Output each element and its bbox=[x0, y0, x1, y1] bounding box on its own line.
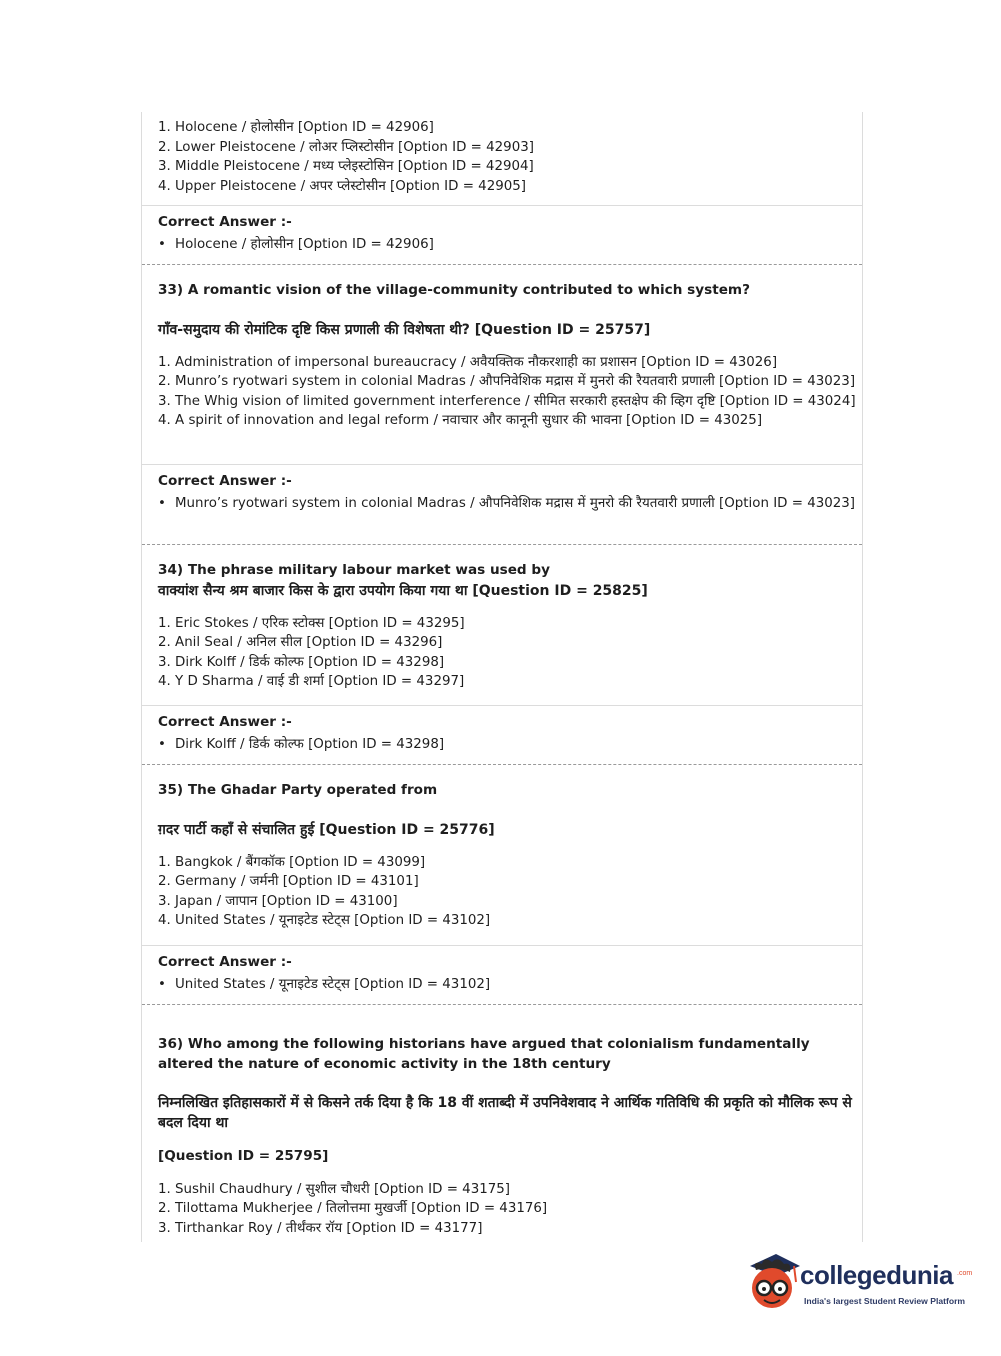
q34-option-2: 2. Anil Seal / अनिल सील [Option ID = 43296] bbox=[158, 635, 443, 650]
divider bbox=[142, 945, 862, 946]
q35-answer: United States / यूनाइटेड स्टेट्स [Option ID = 43102] bbox=[175, 977, 491, 992]
q34-option-1: 1. Eric Stokes / एरिक स्टोक्स [Option ID = 43295] bbox=[158, 615, 465, 631]
q34-option-4: 4. Y D Sharma / वाई डी शर्मा [Option ID = 43297] bbox=[158, 674, 465, 689]
q34-answer: Dirk Kolff / डिर्क कोल्फ [Option ID = 43298] bbox=[175, 737, 445, 752]
logo-wordmark: collegedunia bbox=[800, 1260, 953, 1290]
q32-option-4: 4. Upper Pleistocene / अपर प्लेस्टोसीन [Option ID = 42905] bbox=[158, 178, 526, 194]
q35-block bbox=[142, 781, 862, 931]
q36-option-3: 3. Tirthankar Roy / तीर्थंकर रॉय [Option ID = 43177] bbox=[158, 1220, 483, 1236]
q33-title-hi: गाँव-समुदाय की रोमांटिक दृष्टि किस प्रणाली की विशेषता थी? [Question ID = 25757] bbox=[158, 321, 651, 338]
collegedunia-logo bbox=[742, 1246, 972, 1316]
q36-title-hi: निम्नलिखित इतिहासकारों में से किसने तर्क दिया है कि 18 वीं शताब्दी में उपनिवेशवाद ने आर्थिक गतिविधि की प्रकृति को मौलिक रूप से बदल दिया था bbox=[158, 1095, 852, 1131]
q36-question-id: [Question ID = 25795] bbox=[158, 1148, 329, 1164]
bullet-icon: • bbox=[158, 496, 166, 511]
q34-title-en: 34) The phrase military labour market was used by bbox=[158, 562, 550, 578]
q34-title-hi: वाक्यांश सैन्य श्रम बाजार किस के द्वारा उपयोग किया गया था [Question ID = 25825] bbox=[158, 582, 648, 599]
mascot-icon bbox=[742, 1250, 802, 1314]
bullet-icon: • bbox=[158, 977, 166, 992]
q35-answer-block bbox=[142, 952, 862, 995]
q34-option-3: 3. Dirk Kolff / डिर्क कोल्फ [Option ID = 43298] bbox=[158, 654, 445, 670]
q33-answer: Munro’s ryotwari system in colonial Madras / औपनिवेशिक मद्रास में मुनरो की रैयतवारी प्रणाली [Option ID = 43023] bbox=[175, 496, 856, 511]
bullet-icon: • bbox=[158, 237, 166, 252]
q33-answer-block bbox=[142, 471, 862, 514]
q33-answer-label: Correct Answer :- bbox=[158, 473, 292, 489]
q34-answer-block bbox=[142, 712, 862, 755]
q35-option-3: 3. Japan / जापान [Option ID = 43100] bbox=[158, 893, 398, 909]
q35-option-2: 2. Germany / जर्मनी [Option ID = 43101] bbox=[158, 874, 419, 889]
q33-block bbox=[142, 281, 862, 431]
q35-option-1: 1. Bangkok / बैंगकॉक [Option ID = 43099] bbox=[158, 854, 426, 870]
q35-title-en: 35) The Ghadar Party operated from bbox=[158, 782, 438, 798]
q32-answer-label: Correct Answer :- bbox=[158, 214, 292, 230]
q34-answer-label: Correct Answer :- bbox=[158, 714, 292, 730]
q32-answer: Holocene / होलोसीन [Option ID = 42906] bbox=[175, 237, 434, 252]
question-sheet bbox=[141, 112, 863, 1242]
divider bbox=[142, 464, 862, 465]
divider bbox=[142, 705, 862, 706]
q36-title-en: 36) Who among the following historians have argued that colonialism fundamentally altered the nature of economic activity in the 18th century bbox=[158, 1036, 810, 1072]
q33-option-3: 3. The Whig vision of limited government interference / सीमित सरकारी हस्तक्षेप की व्हिग दृष्टि [Option ID = 43024] bbox=[158, 393, 856, 409]
q32-option-1: 1. Holocene / होलोसीन [Option ID = 42906] bbox=[158, 120, 434, 135]
q32-option-3: 3. Middle Pleistocene / मध्य प्लेइस्टोसिन [Option ID = 42904] bbox=[158, 159, 534, 174]
q36-option-2: 2. Tilottama Mukherjee / तिलोत्तमा मुखर्जी [Option ID = 43176] bbox=[158, 1201, 548, 1216]
q35-option-4: 4. United States / यूनाइटेड स्टेट्स [Option ID = 43102] bbox=[158, 913, 491, 928]
q36-block bbox=[142, 1035, 862, 1238]
q35-answer-label: Correct Answer :- bbox=[158, 954, 292, 970]
bullet-icon: • bbox=[158, 737, 166, 752]
q33-option-4: 4. A spirit of innovation and legal reform / नवाचार और कानूनी सुधार की भावना [Option ID = 43025] bbox=[158, 413, 763, 428]
q34-block bbox=[142, 561, 862, 692]
question-separator bbox=[142, 544, 862, 545]
divider bbox=[142, 205, 862, 206]
q33-option-2: 2. Munro’s ryotwari system in colonial Madras / औपनिवेशिक मद्रास में मुनरो की रैयतवारी प्रणाली [Option ID = 43023] bbox=[158, 374, 856, 389]
q33-title-en: 33) A romantic vision of the village-community contributed to which system? bbox=[158, 282, 750, 298]
q35-title-hi: ग़दर पार्टी कहाँ से संचालित हुई [Question ID = 25776] bbox=[158, 821, 495, 838]
q32-option-2: 2. Lower Pleistocene / लोअर प्लिस्टोसीन [Option ID = 42903] bbox=[158, 139, 534, 155]
q32-answer-block bbox=[142, 212, 862, 255]
logo-suffix: .com bbox=[957, 1270, 973, 1277]
q33-option-1: 1. Administration of impersonal bureaucracy / अवैयक्तिक नौकरशाही का प्रशासन [Option ID = 43026] bbox=[158, 354, 778, 370]
question-separator bbox=[142, 764, 862, 765]
question-separator bbox=[142, 1004, 862, 1005]
q36-option-1: 1. Sushil Chaudhury / सुशील चौधरी [Option ID = 43175] bbox=[158, 1181, 510, 1197]
logo-tagline: India's largest Student Review Platform bbox=[804, 1296, 966, 1306]
q32-options bbox=[142, 115, 862, 196]
question-separator bbox=[142, 264, 862, 265]
